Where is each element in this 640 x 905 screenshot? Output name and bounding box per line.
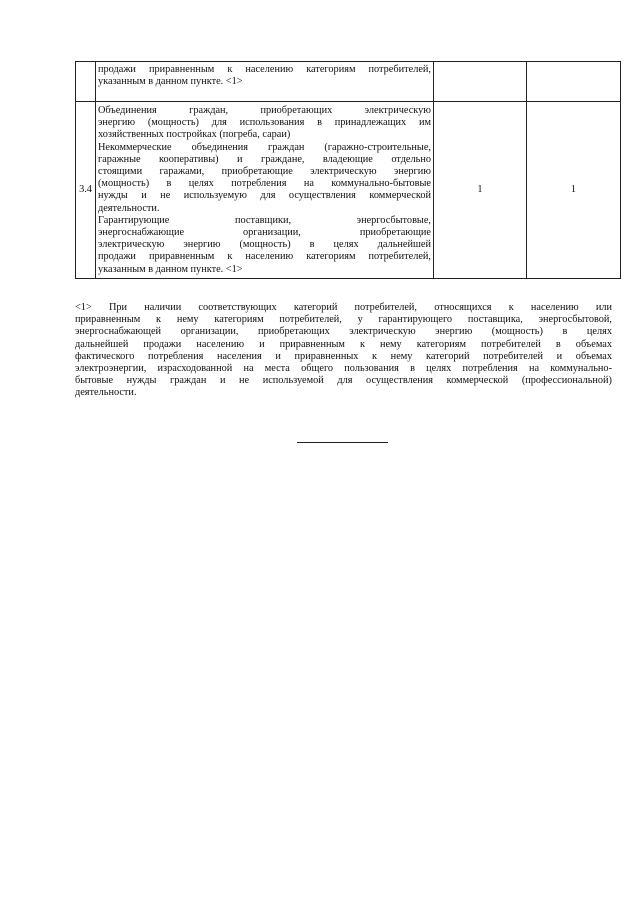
row-value-1 [434, 62, 527, 102]
description-line: указанным в данном пункте. <1> [98, 76, 243, 88]
footnote-line: электроэнергии, израсходованной на места общего пользования в целях потребления на коммунально- [75, 363, 612, 375]
footnote-line: энергоснабжающей организации, приобретающих электрическую энергию (мощность) в целях [75, 326, 612, 338]
separator-line [297, 442, 388, 443]
row-description [96, 102, 434, 279]
description-line: (мощность) в целях потребления на коммунально-бытовые [98, 178, 431, 190]
footnote-line: <1> При наличии соответствующих категорий потребителей, относящихся к населению или [75, 302, 612, 313]
row-description [96, 62, 434, 102]
description-line: продажи приравненным к населению категориям потребителей, [98, 251, 431, 263]
description-line: Гарантирующие поставщики, энергосбытовые, [98, 214, 431, 226]
description-line: Объединения граждан, приобретающих электрическую [98, 105, 431, 116]
footnote-line: приравненным к нему категориям потребителей, у гарантирующего поставщика, энергосбытовой, [75, 314, 612, 326]
description-line: энергоснабжающие организации, приобретающие [98, 227, 431, 239]
description-line: стоящими гаражами, приобретающие электрическую энергию [98, 166, 431, 178]
row-number: 3.4 [76, 102, 96, 279]
description-line: Некоммерческие объединения граждан (гаражно-строительные, [98, 141, 431, 153]
footnote-line: дальнейшей продажи населению и приравненным к нему категориям потребителей в объемах [75, 338, 612, 350]
footnote [75, 302, 612, 400]
description-line: указанным в данном пункте. <1> [98, 263, 243, 275]
table-row [76, 102, 621, 279]
description-line: гаражные кооперативы) и граждане, владеющие отдельно [98, 153, 431, 165]
table-row [76, 62, 621, 102]
row-value-1: 1 [434, 102, 527, 279]
description-line: хозяйственных постройках (погреба, сараи) [98, 129, 291, 141]
tariff-table [75, 61, 621, 279]
footnote-line: фактического потребления населения и приравненных к нему категорий потребителей и объемах [75, 350, 612, 362]
row-value-2: 1 [527, 102, 621, 279]
footnote-line: бытовые нужды граждан и не используемой для осуществления коммерческой (профессиональной) [75, 375, 612, 387]
description-line: энергию (мощность) для использования в принадлежащих им [98, 117, 431, 129]
description-line: электрическую энергию (мощность) в целях дальнейшей [98, 239, 431, 251]
description-line: продажи приравненным к населению категориям потребителей, [98, 64, 431, 75]
description-line: нужды и не используемую для осуществления коммерческой [98, 190, 431, 202]
row-number [76, 62, 96, 102]
footnote-line: деятельности. [75, 387, 137, 399]
description-line: деятельности. [98, 202, 160, 214]
row-value-2 [527, 62, 621, 102]
